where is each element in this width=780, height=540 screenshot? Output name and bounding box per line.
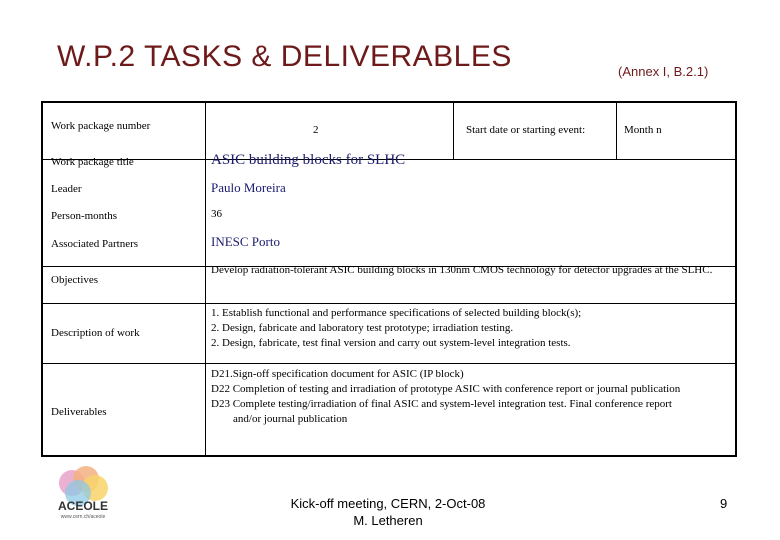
deliverable-line: D22 Completion of testing and irradiation of prototype ASIC with conference report or journal publication [211, 383, 681, 395]
row-label-leader: Leader [51, 183, 82, 195]
row-label-deliverables: Deliverables [51, 406, 107, 418]
description-line: 1. Establish functional and performance specifications of selected building block(s); [211, 307, 582, 319]
start-date-label: Start date or starting event: [466, 124, 586, 136]
partners-value: INESC Porto [211, 234, 280, 249]
logo-wordmark: ACEOLE [57, 499, 108, 513]
annex-reference: (Annex I, B.2.1) [618, 64, 709, 79]
page-number: 9 [720, 496, 728, 511]
footer-meeting [253, 495, 523, 529]
column-divider [205, 103, 206, 455]
row-divider [43, 303, 735, 304]
person-months-value: 36 [211, 208, 222, 220]
author-line: M. Letheren [353, 513, 423, 528]
work-package-table [41, 101, 737, 457]
leader-value: Paulo Moreira [211, 180, 286, 195]
deliverable-line: D23 Complete testing/irradiation of final ASIC and system-level integration test. Final conference report [211, 398, 672, 410]
start-date-value: Month n [624, 124, 662, 136]
objectives-value: Develop radiation-tolerant ASIC building blocks in 130nm CMOS technology for detector upgrades at the SLHC. [211, 264, 713, 276]
row-label-partners: Associated Partners [51, 238, 139, 250]
slide-title: W.P.2 TASKS & DELIVERABLES [57, 40, 512, 73]
wp-number-value: 2 [313, 124, 319, 136]
description-value [211, 306, 726, 351]
meeting-line: Kick-off meeting, CERN, 2-Oct-08 [290, 496, 486, 511]
deliverable-line: and/or journal publication [211, 413, 348, 425]
row-label-title: Work package title [51, 156, 134, 168]
logo-url: www.cern.ch/aceole [60, 514, 106, 520]
wp-title-value: ASIC building blocks for SLHC [211, 152, 406, 168]
column-divider [616, 103, 617, 159]
row-label-objectives: Objectives [51, 274, 99, 286]
row-divider [43, 363, 735, 364]
wp-number-label: Work package number [51, 120, 151, 132]
description-line: 2. Design, fabricate and laboratory test prototype; irradiation testing. [211, 322, 514, 334]
row-label-person-months: Person-months [51, 210, 117, 222]
deliverable-line: D21.Sign-off specification document for ASIC (IP block) [211, 368, 464, 380]
row-label-description: Description of work [51, 327, 140, 339]
column-divider [453, 103, 454, 159]
deliverables-value [211, 367, 731, 427]
description-line: 2. Design, fabricate, test final version and carry out system-level integration tests. [211, 337, 571, 349]
